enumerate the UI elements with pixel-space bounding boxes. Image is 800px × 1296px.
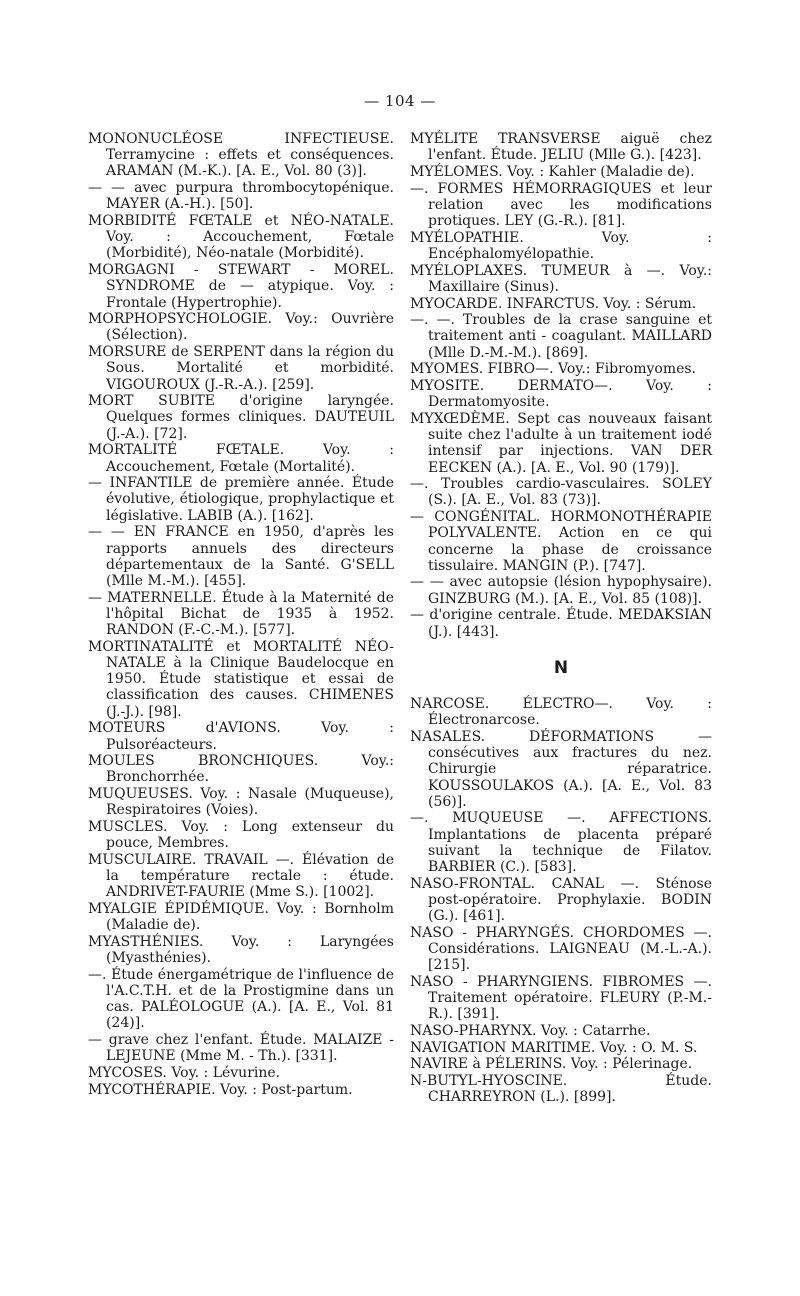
left-column xyxy=(88,131,394,1098)
index-entry: MORGAGNI - STEWART - MOREL. SYNDROME de — atypique. Voy. : Frontale (Hypertrophie). xyxy=(88,262,394,311)
index-entry: MYCOTHÉRAPIE. Voy. : Post-partum. xyxy=(88,1081,353,1098)
index-entry: — d'origine centrale. Étude. MEDAKSIAN (J.). [443]. xyxy=(410,607,712,640)
index-entry: MYOMES. FIBRO—. Voy.: Fibromyomes. xyxy=(410,361,697,378)
index-entry: MORT SUBITE d'origine laryngée. Quelques formes cliniques. DAUTEUIL (J.-A.). [72]. xyxy=(88,393,394,442)
index-entry: MYCOSES. Voy. : Lévurine. xyxy=(88,1065,281,1082)
index-entry: —. MUQUEUSE —. AFFECTIONS. Implantations de placenta préparé suivant la technique de Filatov. BARBIER (C.). [583]. xyxy=(410,810,712,876)
index-entry: MYXŒDÈME. Sept cas nouveaux faisant suite chez l'adulte à un traitement iodé intensif par injections. VAN DER EECKEN (A.). [A. E., Vol. 90 (179)]. xyxy=(410,410,712,476)
index-entry: — — EN FRANCE en 1950, d'après les rapports annuels des directeurs départementaux de la Santé. G'SELL (Mlle M.-M.). [455]. xyxy=(88,524,394,589)
index-entry: —. Troubles cardio-vasculaires. SOLEY (S.). [A. E., Vol. 83 (73)]. xyxy=(410,476,712,509)
index-entry: MYOCARDE. INFARCTUS. Voy. : Sérum. xyxy=(410,295,697,312)
index-entry: MORBIDITÉ FŒTALE et NÉO-NATALE. Voy. : Accouchement, Fœtale (Morbidité), Néo-natale (Morbidité). xyxy=(88,213,394,262)
index-entry: NAVIGATION MARITIME. Voy. : O. M. S. xyxy=(410,1039,698,1056)
index-entry: —. Étude énergamétrique de l'influence de l'A.C.T.H. et de la Prostigmine dans un cas. PALÉOLOGUE (A.). [A. E., Vol. 81 (24)]. xyxy=(88,966,394,1032)
index-entry: MOTEURS d'AVIONS. Voy. : Pulsoréacteurs. xyxy=(88,720,394,753)
index-entry: — INFANTILE de première année. Étude évolutive, étiologique, prophylactique et législative. LABIB (A.). [162]. xyxy=(88,475,394,524)
index-entry: MORTALITÉ FŒTALE. Voy. : Accouchement, Fœtale (Mortalité). xyxy=(88,442,394,475)
index-entry: MYÉLOPLAXES. TUMEUR à —. Voy.: Maxillaire (Sinus). xyxy=(410,262,712,295)
index-entry: MYOSITE. DERMATO—. Voy. : Dermatomyosite. xyxy=(410,378,712,411)
index-entry: MYÉLITE TRANSVERSE aiguë chez l'enfant. Étude. JELIU (Mlle G.). [423]. xyxy=(410,131,712,164)
index-entry: NAVIRE à PÉLERINS. Voy. : Pélerinage. xyxy=(410,1056,693,1073)
index-entry: MYÉLOMES. Voy. : Kahler (Maladie de). xyxy=(410,163,695,180)
index-entry: — MATERNELLE. Étude à la Maternité de l'hôpital Bichat de 1935 à 1952. RANDON (F.-C.-M.). [577]. xyxy=(88,589,394,639)
index-entry: NASO - PHARYNGIENS. FIBROMES —. Traitement opératoire. FLEURY (P.-M.-R.). [391]. xyxy=(410,973,712,1023)
index-entry: MYASTHÉNIES. Voy. : Laryngées (Myasthénies). xyxy=(88,933,394,967)
index-entry: MORSURE de SERPENT dans la région du Sous. Mortalité et morbidité. VIGOUROUX (J.-R.-A.). [259]. xyxy=(88,344,394,393)
index-entry: MYALGIE ÉPIDÉMIQUE. Voy. : Bornholm (Maladie de). xyxy=(88,901,394,934)
index-entry: NASALES. DÉFORMATIONS — consécutives aux fractures du nez. Chirurgie réparatrice. KOUSSOULAKOS (A.). [A. E., Vol. 83 (56)]. xyxy=(410,728,712,810)
index-entry: — grave chez l'enfant. Étude. MALAIZE - LEJEUNE (Mme M. - Th.). [331]. xyxy=(88,1032,394,1065)
index-entry: MONONUCLÉOSE INFECTIEUSE. Terramycine : effets et conséquences. ARAMAN (M.-K.). [A. E., Vol. 80 (3)]. xyxy=(88,131,394,180)
index-entry: MYÉLOPATHIE. Voy. : Encéphalomyélopathie. xyxy=(410,229,712,262)
index-entry: MORTINATALITÉ et MORTALITÉ NÉO-NATALE à la Clinique Baudelocque en 1950. Étude statistique et essai de classification des causes. CHIMENES (J.-J.). [98]. xyxy=(88,638,394,720)
index-entry: — — avec purpura thrombocytopénique. MAYER (A.-H.). [50]. xyxy=(88,180,394,213)
index-entry: MORPHOPSYCHOLOGIE. Voy.: Ouvrière (Sélection). xyxy=(88,311,394,344)
index-entry: N-BUTYL-HYOSCINE. Étude. CHARREYRON (L.). [899]. xyxy=(410,1073,712,1106)
index-entry: — — avec autopsie (lésion hypophysaire). GINZBURG (M.). [A. E., Vol. 85 (108)]. xyxy=(410,574,712,607)
index-entry: —. FORMES HÉMORRAGIQUES et leur relation avec les modifications protiques. LEY (G.-R.). [81]. xyxy=(410,180,712,230)
index-entry: NASO-PHARYNX. Voy. : Catarrhe. xyxy=(410,1023,651,1040)
section-letter: N xyxy=(553,657,569,678)
right-column xyxy=(410,131,712,1106)
index-entry: MUSCLES. Voy. : Long extenseur du pouce, Membres. xyxy=(88,819,394,852)
index-entry: MUSCULAIRE. TRAVAIL —. Élévation de la température rectale : étude. ANDRIVET-FAURIE (Mme S.). [1002]. xyxy=(88,851,394,901)
index-entry: NASO-FRONTAL. CANAL —. Sténose post-opératoire. Prophylaxie. BODIN (G.). [461]. xyxy=(410,875,712,925)
index-entry: MUQUEUSES. Voy. : Nasale (Muqueuse), Respiratoires (Voies). xyxy=(88,786,394,819)
index-entry: MOULES BRONCHIQUES. Voy.: Bronchorrhée. xyxy=(88,753,394,786)
page-number: — 104 — xyxy=(364,92,436,110)
index-entry: NARCOSE. ÉLECTRO—. Voy. : Électronarcose. xyxy=(410,696,712,729)
index-entry: —. —. Troubles de la crase sanguine et traitement anti - coagulant. MAILLARD (Mlle D.-M.-M.). [869]. xyxy=(410,312,712,361)
index-entry: NASO - PHARYNGÉS. CHORDOMES —. Considérations. LAIGNEAU (M.-L.-A.). [215]. xyxy=(410,924,712,974)
index-entry: — CONGÉNITAL. HORMONOTHÉRAPIE POLYVALENTE. Action en ce qui concerne la phase de croissance tissulaire. MANGIN (P.). [747]. xyxy=(410,509,712,574)
